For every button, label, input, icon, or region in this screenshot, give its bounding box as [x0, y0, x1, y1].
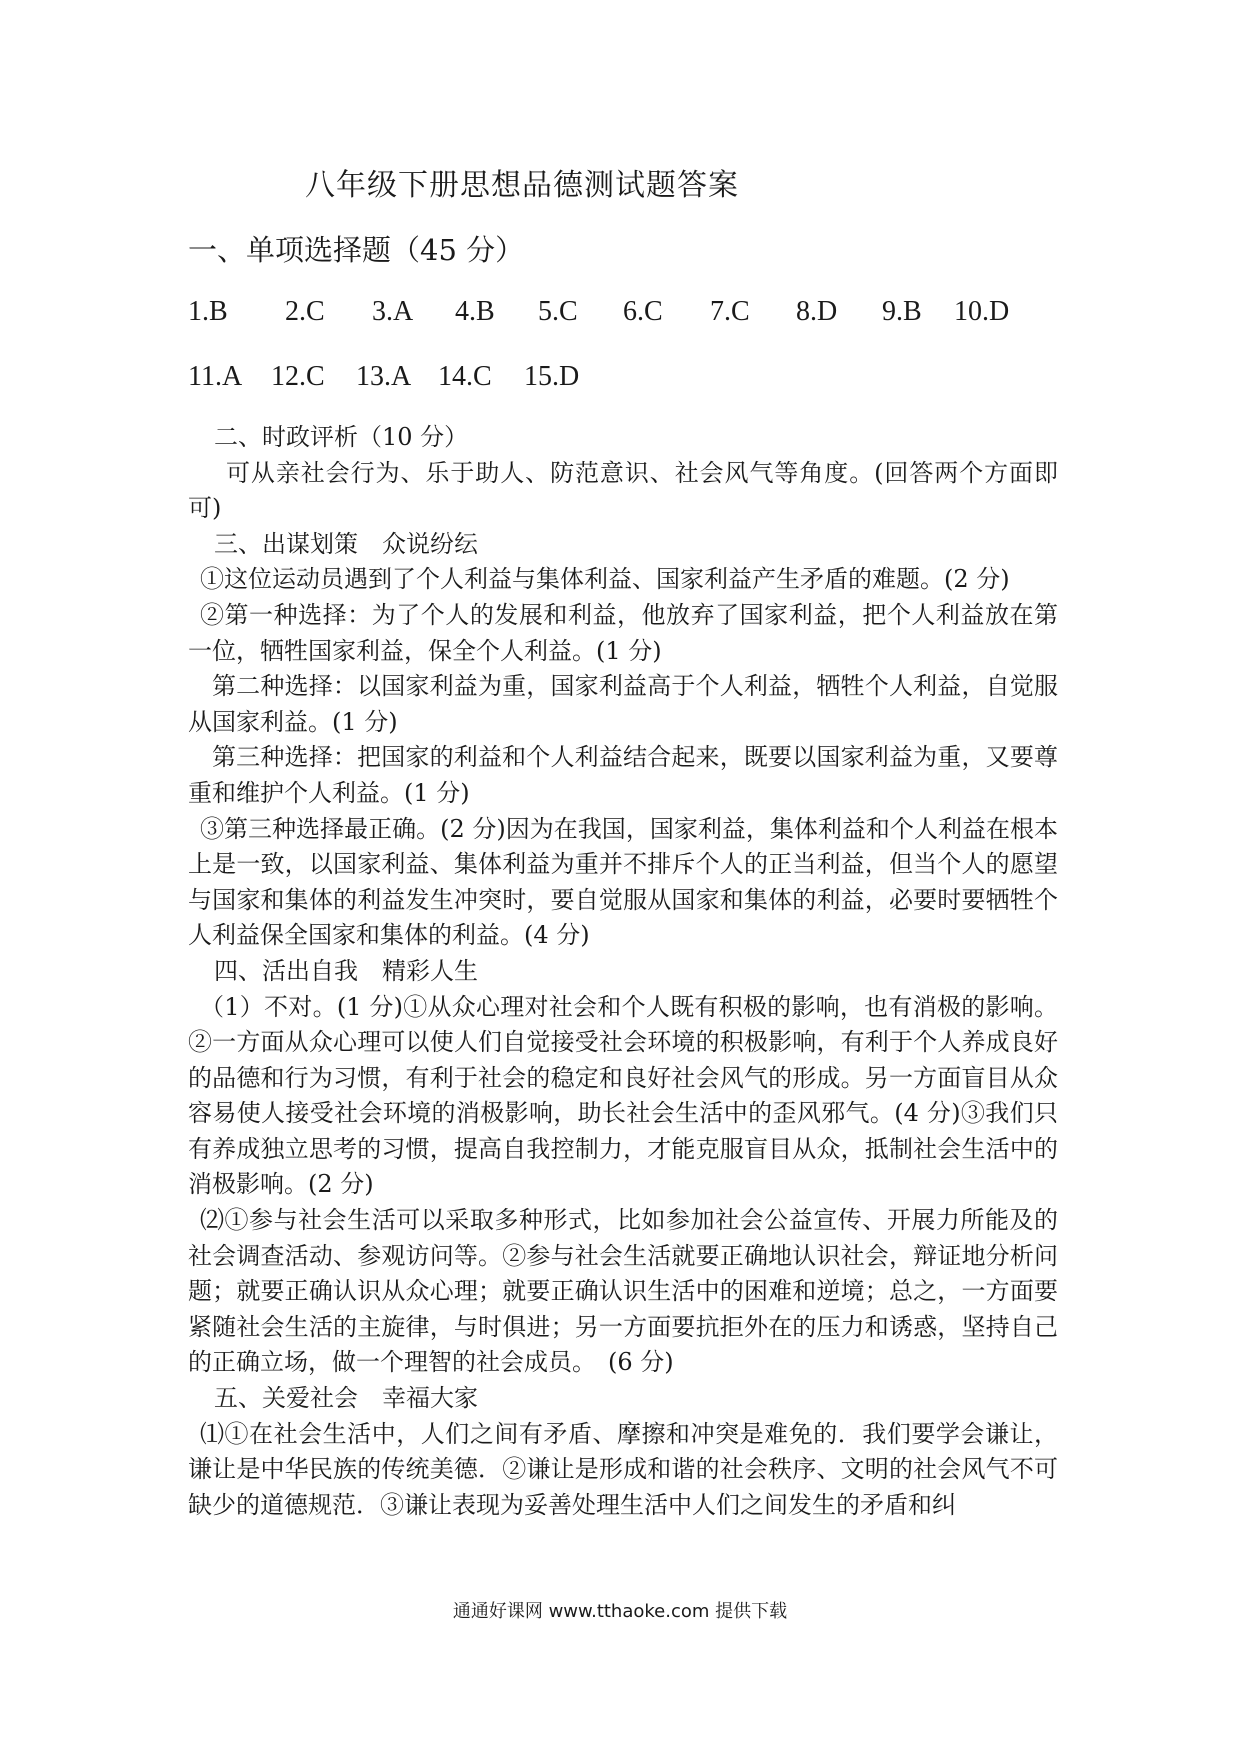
document-title: 八年级下册思想品德测试题答案 — [305, 168, 739, 203]
answer-item: 8.D — [796, 296, 838, 327]
page-footer: 通通好课网 www.tthaoke.com 提供下载 — [452, 1601, 788, 1622]
section-3-choice-2: 第二种选择：以国家利益为重，国家利益高于个人利益，牺牲个人利益，自觉服从国家利益。(1 分) — [188, 672, 1058, 736]
answer-item: 5.C — [538, 296, 578, 327]
answer-item: 7.C — [710, 296, 750, 327]
answer-item: 15.D — [524, 361, 580, 392]
section-3-answer-1: ①这位运动员遇到了个人利益与集体利益、国家利益产生矛盾的难题。(2 分) — [200, 565, 1010, 594]
section-3-choice-3: 第三种选择：把国家的利益和个人利益结合起来，既要以国家利益为重，又要尊重和维护个人利益。(1 分) — [188, 743, 1058, 807]
section-5-heading: 五、关爱社会 幸福大家 — [214, 1384, 478, 1413]
section-3-answer-2: ②第一种选择：为了个人的发展和利益，他放弃了国家利益，把个人利益放在第一位，牺牲国家利益，保全个人利益。(1 分) — [188, 600, 1058, 665]
section-2-heading: 二、时政评析（10 分） — [214, 423, 469, 451]
section-3-heading: 三、出谋划策 众说纷纭 — [214, 529, 478, 558]
answer-item: 1.B — [188, 296, 228, 327]
section-1-heading: 一、单项选择题（45 分） — [188, 233, 525, 267]
answer-item: 9.B — [882, 296, 922, 327]
answer-item: 4.B — [455, 296, 495, 327]
answer-item: 10.D — [954, 296, 1010, 327]
answer-item: 2.C — [285, 296, 325, 327]
answer-item: 13.A — [356, 361, 412, 392]
answer-item: 12.C — [271, 361, 325, 392]
answer-item: 6.C — [623, 296, 663, 327]
section-5-answer-1: ⑴①在社会生活中，人们之间有矛盾、摩擦和冲突是难免的．我们要学会谦让，谦让是中华民族的传统美德．②谦让是形成和谐的社会秩序、文明的社会风气不可缺少的道德规范．③谦让表现为妥善处理生活中人们之间发生的矛盾和纠 — [188, 1419, 1058, 1519]
section-2-text: 可从亲社会行为、乐于助人、防范意识、社会风气等角度。(回答两个方面即可) — [188, 458, 1058, 523]
section-3-answer-3: ③第三种选择最正确。(2 分)因为在我国，国家利益，集体利益和个人利益在根本上是一致，以国家利益、集体利益为重并不排斥个人的正当利益，但当个人的愿望与国家和集体的利益发生冲突时，要自觉服从国家和集体的利益，必要时要牺牲个人利益保全国家和集体的利益。(4 分) — [188, 814, 1058, 950]
answer-item: 11.A — [188, 361, 243, 392]
answer-item: 3.A — [372, 296, 414, 327]
answer-item: 14.C — [438, 361, 492, 392]
section-4-answer-2: ⑵①参与社会生活可以采取多种形式，比如参加社会公益宣传、开展力所能及的社会调查活动、参观访问等。②参与社会生活就要正确地认识社会，辩证地分析问题；就要正确认识从众心理；就要正确认识生活中的困难和逆境；总之，一方面要紧随社会生活的主旋律，与时俱进；另一方面要抗拒外在的压力和诱惑，坚持自己的正确立场，做一个理智的社会成员。 (6 分) — [188, 1206, 1058, 1377]
section-4-answer-1: （1）不对。(1 分)①从众心理对社会和个人既有积极的影响，也有消极的影响。②一方面从众心理可以使人们自觉接受社会环境的积极影响，有利于个人养成良好的品德和行为习惯，有利于社会的稳定和良好社会风气的形成。另一方面盲目从众容易使人接受社会环境的消极影响，助长社会生活中的歪风邪气。(4 分)③我们只有养成独立思考的习惯，提高自我控制力，才能克服盲目从众，抵制社会生活中的消极影响。(2 分) — [188, 992, 1058, 1199]
answer-body — [188, 420, 1058, 1523]
section-4-heading: 四、活出自我 精彩人生 — [214, 956, 478, 985]
